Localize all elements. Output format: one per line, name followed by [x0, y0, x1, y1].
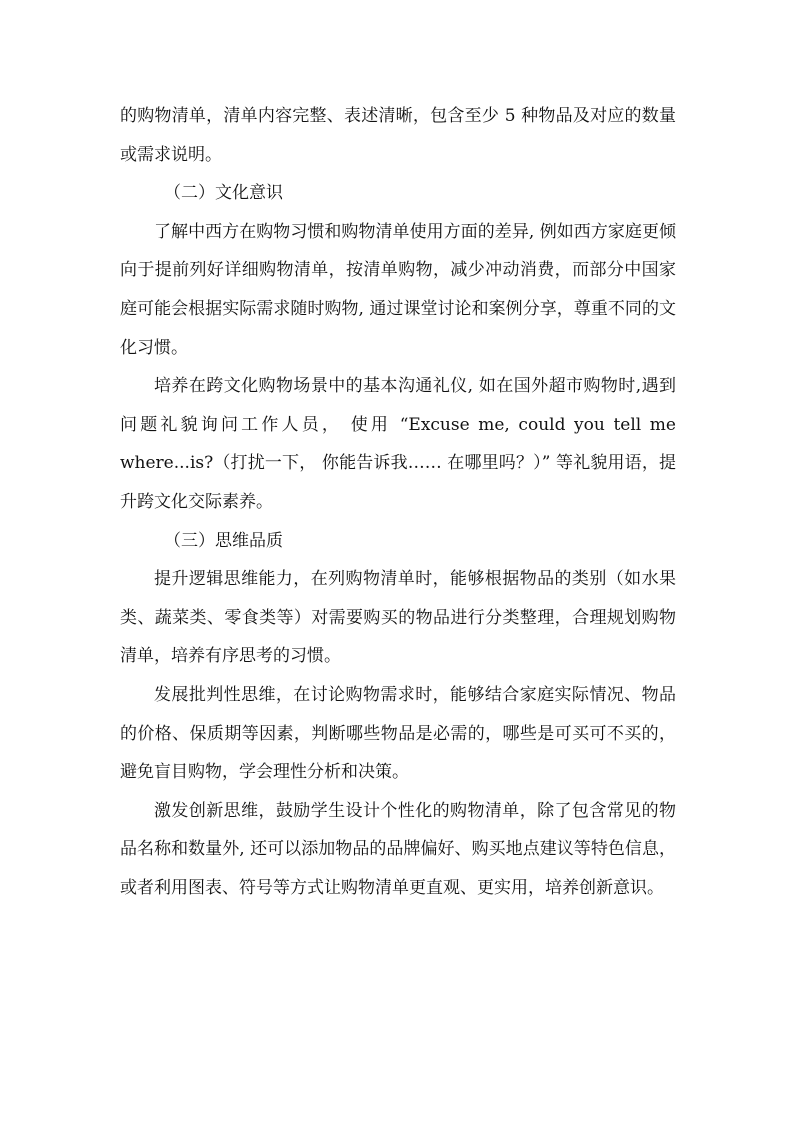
- paragraph-logical-thinking: 提升逻辑思维能力，在列购物清单时，能够根据物品的类别（如水果类、蔬菜类、零食类等）对需要购买的物品进行分类整理，合理规划购物清单，培养有序思考的习惯。: [120, 569, 676, 667]
- section-heading-thinking-quality: （三）思维品质: [164, 530, 283, 551]
- paragraph-cultural-differences: 了解中西方在购物习惯和购物清单使用方面的差异, 例如西方家庭更倾向于提前列好详细购物清单，按清单购物，减少冲动消费，而部分中国家庭可能会根据实际需求随时购物, 通过课堂讨论和案例分享，尊重不同的文化习惯。: [120, 221, 676, 358]
- paragraph-critical-thinking: 发展批判性思维，在讨论购物需求时，能够结合家庭实际情况、物品的价格、保质期等因素，判断哪些物品是必需的，哪些是可买可不买的，避免盲目购物，学会理性分析和决策。: [120, 684, 676, 783]
- paragraph-shopping-list-requirement: 的购物清单，清单内容完整、表述清晰，包含至少 5 种物品及对应的数量或需求说明。: [120, 106, 676, 165]
- paragraph-creative-thinking: 激发创新思维，鼓励学生设计个性化的购物清单，除了包含常见的物品名称和数量外, 还可以添加物品的品牌偏好、购买地点建议等特色信息， 或者利用图表、符号等方式让购物清单更直观、更实用，培养创新意识。: [120, 800, 676, 898]
- document-body: [120, 97, 676, 907]
- paragraph-cross-cultural-etiquette: 培养在跨文化购物场景中的基本沟通礼仪, 如在国外超市购物时,遇到问题礼貌询问工作人员， 使用 “Excuse me, could you tell me where...is?（打扰一下， 你能告诉我…… 在哪里吗？）” 等礼貌用语，提升跨文化交际素养。: [120, 376, 676, 512]
- section-heading-cultural-awareness: （二）文化意识: [164, 183, 283, 204]
